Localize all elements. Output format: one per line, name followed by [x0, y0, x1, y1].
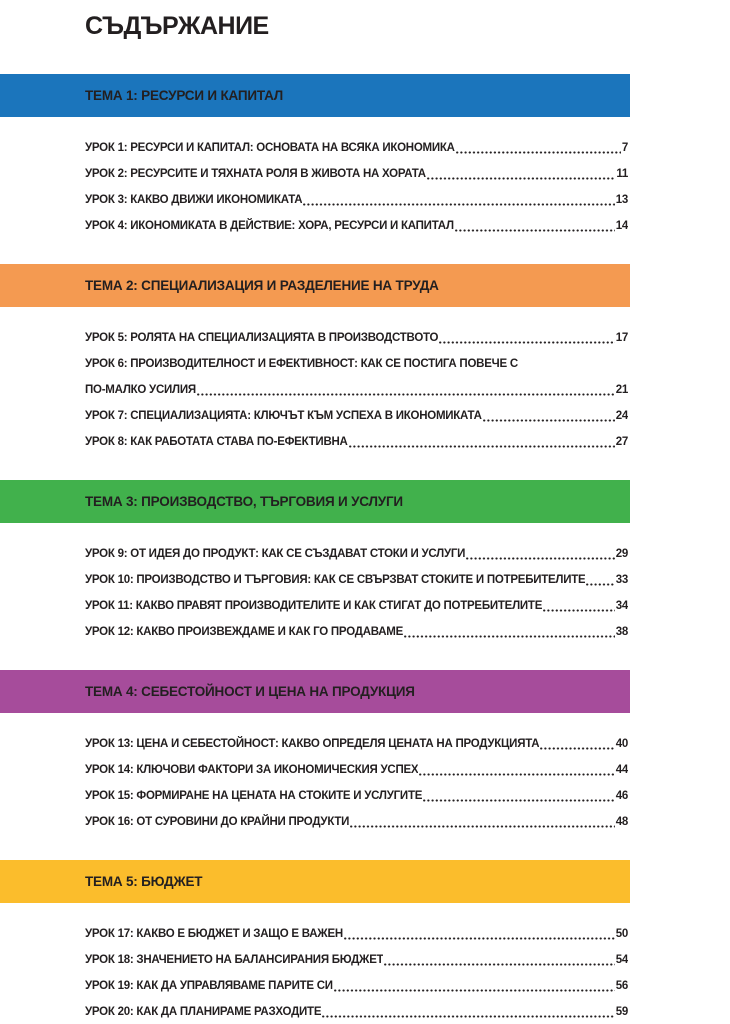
- page-number: 7: [621, 142, 628, 154]
- toc-section: [0, 860, 730, 1024]
- dot-leader: [439, 341, 615, 344]
- dot-leader: [344, 937, 615, 940]
- page-number: 48: [615, 816, 628, 828]
- page-number: 40: [615, 738, 628, 750]
- theme-label: ТЕМА 4: СЕБЕСТОЙНОСТ И ЦЕНА НА ПРОДУКЦИЯ: [85, 684, 415, 699]
- page-number: 29: [615, 548, 628, 560]
- dot-leader: [404, 635, 615, 638]
- lesson-row: [85, 921, 628, 947]
- lesson-row: [85, 973, 628, 999]
- toc-section: [0, 670, 730, 835]
- lesson-title: УРОК 3: КАКВО ДВИЖИ ИКОНОМИКАТА: [85, 194, 303, 206]
- theme-bar: [0, 74, 630, 117]
- lesson-row: [85, 135, 628, 161]
- lesson-title: УРОК 4: ИКОНОМИКАТА В ДЕЙСТВИЕ: ХОРА, РЕСУРСИ И КАПИТАЛ: [85, 220, 454, 232]
- page-number: 59: [615, 1006, 628, 1018]
- lesson-row: [85, 947, 628, 973]
- page-number: 54: [615, 954, 628, 966]
- dot-leader: [483, 419, 615, 422]
- lesson-row: [85, 567, 628, 593]
- dot-leader: [543, 609, 615, 612]
- lesson-title: УРОК 15: ФОРМИРАНЕ НА ЦЕНАТА НА СТОКИТЕ И УСЛУГИТЕ: [85, 790, 423, 802]
- lesson-title: УРОК 2: РЕСУРСИТЕ И ТЯХНАТА РОЛЯ В ЖИВОТА НА ХОРАТА: [85, 168, 426, 180]
- dot-leader: [540, 747, 614, 750]
- page-number: 11: [616, 168, 628, 180]
- lesson-row: [85, 403, 628, 429]
- lesson-list: [85, 731, 628, 835]
- page-title: СЪДЪРЖАНИЕ: [85, 12, 269, 40]
- lesson-row: [85, 541, 628, 567]
- lesson-title: УРОК 17: КАКВО Е БЮДЖЕТ И ЗАЩО Е ВАЖЕН: [85, 928, 343, 940]
- lesson-row: [85, 619, 628, 645]
- lesson-row: [85, 187, 628, 213]
- dot-leader: [455, 229, 615, 232]
- page-number: 44: [615, 764, 628, 776]
- sections: [0, 74, 730, 1024]
- lesson-title: УРОК 16: ОТ СУРОВИНИ ДО КРАЙНИ ПРОДУКТИ: [85, 816, 350, 828]
- dot-leader: [384, 963, 614, 966]
- dot-leader: [456, 151, 621, 154]
- theme-label: ТЕМА 2: СПЕЦИАЛИЗАЦИЯ И РАЗДЕЛЕНИЕ НА ТРУДА: [85, 278, 439, 293]
- lesson-title: УРОК 1: РЕСУРСИ И КАПИТАЛ: ОСНОВАТА НА ВСЯКА ИКОНОМИКА: [85, 142, 455, 154]
- page-number: 46: [615, 790, 628, 802]
- lesson-title: УРОК 20: КАК ДА ПЛАНИРАМЕ РАЗХОДИТЕ: [85, 1006, 322, 1018]
- lesson-title: ПО-МАЛКО УСИЛИЯ: [85, 384, 196, 396]
- dot-leader: [303, 203, 614, 206]
- dot-leader: [423, 799, 615, 802]
- lesson-title: УРОК 19: КАК ДА УПРАВЛЯВАМЕ ПАРИТЕ СИ: [85, 980, 333, 992]
- toc-section: [0, 74, 730, 239]
- page-number: 13: [615, 194, 628, 206]
- dot-leader: [586, 583, 614, 586]
- page-number: 56: [615, 980, 628, 992]
- lesson-row: [85, 757, 628, 783]
- lesson-row: [85, 161, 628, 187]
- page-number: 27: [615, 436, 628, 448]
- lesson-row: [85, 783, 628, 809]
- lesson-row: [85, 429, 628, 455]
- theme-label: ТЕМА 1: РЕСУРСИ И КАПИТАЛ: [85, 88, 284, 103]
- lesson-list: [85, 541, 628, 645]
- lesson-title: УРОК 8: КАК РАБОТАТА СТАВА ПО-ЕФЕКТИВНА: [85, 436, 348, 448]
- lesson-row: [85, 325, 628, 351]
- page-number: 14: [615, 220, 628, 232]
- lesson-list: [85, 135, 628, 239]
- lesson-title: УРОК 14: КЛЮЧОВИ ФАКТОРИ ЗА ИКОНОМИЧЕСКИЯ УСПЕХ: [85, 764, 419, 776]
- page-number: 50: [615, 928, 628, 940]
- theme-bar: [0, 480, 630, 523]
- theme-bar: [0, 860, 630, 903]
- lesson-title: УРОК 10: ПРОИЗВОДСТВО И ТЪРГОВИЯ: КАК СЕ СВЪРЗВАТ СТОКИТЕ И ПОТРЕБИТЕЛИТЕ: [85, 574, 586, 586]
- dot-leader: [350, 825, 615, 828]
- dot-leader: [466, 557, 615, 560]
- lesson-list: [85, 325, 628, 455]
- dot-leader: [349, 445, 615, 448]
- dot-leader: [419, 773, 614, 776]
- theme-label: ТЕМА 5: БЮДЖЕТ: [85, 874, 203, 889]
- page-number: 38: [615, 626, 628, 638]
- lesson-list: [85, 921, 628, 1024]
- dot-leader: [197, 393, 615, 396]
- lesson-title: УРОК 13: ЦЕНА И СЕБЕСТОЙНОСТ: КАКВО ОПРЕДЕЛЯ ЦЕНАТА НА ПРОДУКЦИЯТА: [85, 738, 540, 750]
- page-number: 33: [615, 574, 628, 586]
- page-number: 24: [615, 410, 628, 422]
- lesson-row: [85, 593, 628, 619]
- theme-bar: [0, 670, 630, 713]
- lesson-title: УРОК 5: РОЛЯТА НА СПЕЦИАЛИЗАЦИЯТА В ПРОИЗВОДСТВОТО: [85, 332, 439, 344]
- theme-bar: [0, 264, 630, 307]
- theme-label: ТЕМА 3: ПРОИЗВОДСТВО, ТЪРГОВИЯ И УСЛУГИ: [85, 494, 403, 509]
- lesson-row: [85, 377, 628, 403]
- page-number: 34: [615, 600, 628, 612]
- lesson-row: [85, 213, 628, 239]
- lesson-title: УРОК 7: СПЕЦИАЛИЗАЦИЯТА: КЛЮЧЪТ КЪМ УСПЕХА В ИКОНОМИКАТА: [85, 410, 482, 422]
- dot-leader: [334, 989, 615, 992]
- lesson-row: [85, 351, 628, 377]
- dot-leader: [322, 1015, 614, 1018]
- lesson-title: УРОК 11: КАКВО ПРАВЯТ ПРОИЗВОДИТЕЛИТЕ И КАК СТИГАТ ДО ПОТРЕБИТЕЛИТЕ: [85, 600, 543, 612]
- lesson-title: УРОК 9: ОТ ИДЕЯ ДО ПРОДУКТ: КАК СЕ СЪЗДАВАТ СТОКИ И УСЛУГИ: [85, 548, 466, 560]
- lesson-title: УРОК 12: КАКВО ПРОИЗВЕЖДАМЕ И КАК ГО ПРОДАВАМЕ: [85, 626, 404, 638]
- lesson-row: [85, 809, 628, 835]
- lesson-row: [85, 731, 628, 757]
- page-number: 17: [615, 332, 628, 344]
- page-number: 21: [615, 384, 628, 396]
- lesson-title: УРОК 18: ЗНАЧЕНИЕТО НА БАЛАНСИРАНИЯ БЮДЖЕТ: [85, 954, 384, 966]
- lesson-title: УРОК 6: ПРОИЗВОДИТЕЛНОСТ И ЕФЕКТИВНОСТ: КАК СЕ ПОСТИГА ПОВЕЧЕ С: [85, 358, 518, 370]
- dot-leader: [427, 177, 615, 180]
- toc-section: [0, 480, 730, 645]
- toc-section: [0, 264, 730, 455]
- lesson-row: [85, 999, 628, 1024]
